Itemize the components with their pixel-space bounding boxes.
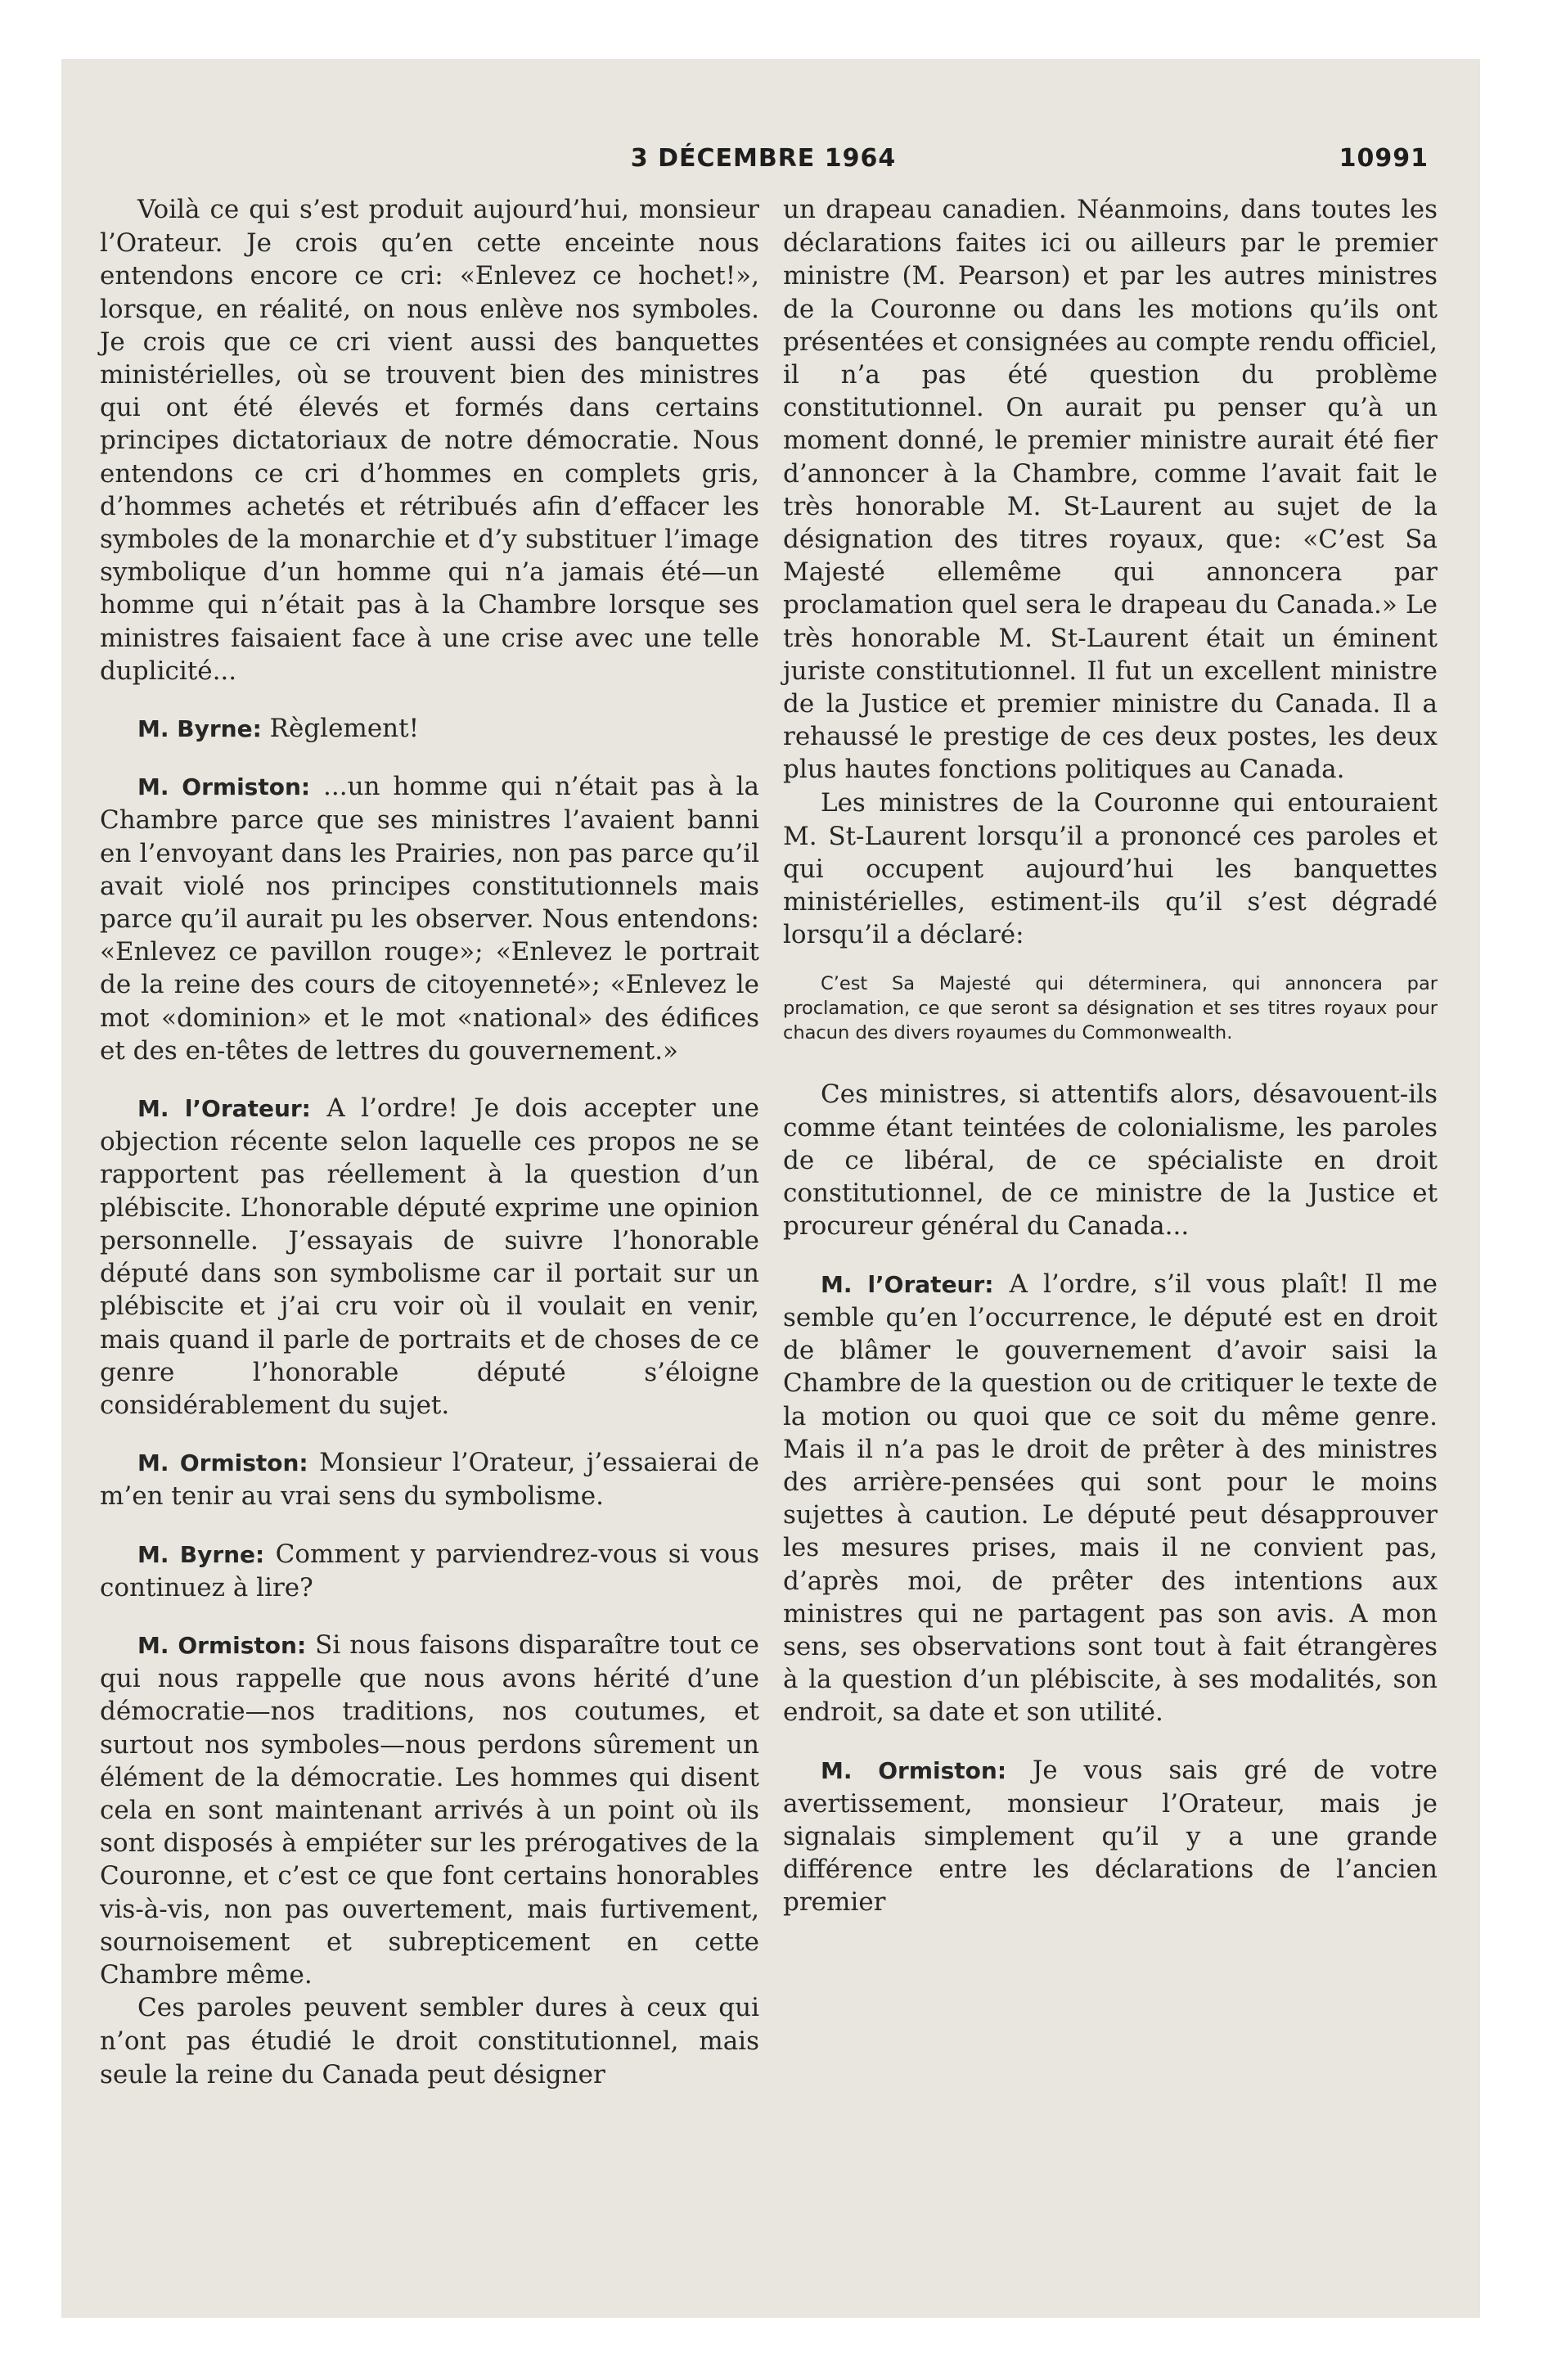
header-date: 3 DÉCEMBRE 1964 (630, 144, 897, 173)
paragraph-text: Les ministres de la Couronne qui entouraient M. St-Laurent lorsqu’il a prononcé ces paroles et qui occupent aujourd’hui les banquettes ministérielles, estiment-ils qu’il s’est dégradé lorsqu’il a déclaré: (783, 787, 1438, 950)
paragraph-text: Ces paroles peuvent sembler dures à ceux qui n’ont pas étudié le droit constitutionnel, mais seule la reine du Canada peut désigner (100, 1993, 759, 2089)
paragraph-text: A l’ordre! Je dois accepter une objection récente selon laquelle ces propos ne se rapportent pas réellement à la question d’un plébiscite. L’honorable député exprime une opinion personnelle. J’essayais de suivre l’honorable député dans son symbolisme car il portait sur un plébiscite et j’ai cru voir où il voulait en venir, mais quand il parle de portraits et de choses de ce genre l’honorable député s’éloigne considérablement du sujet. (100, 1093, 759, 1420)
page-header (98, 144, 1429, 177)
speaker-name: M. Byrne: (137, 715, 262, 743)
speaker-name: M. Ormiston: (137, 1449, 308, 1477)
paragraph (783, 1754, 1438, 1919)
paragraph (783, 1078, 1438, 1243)
paragraph (783, 1268, 1438, 1729)
paragraph (100, 1538, 759, 1604)
paragraph-text: Voilà ce qui s’est produit aujourd’hui, monsieur l’Orateur. Je crois qu’en cette enceinte nous entendons encore ce cri: «Enlevez ce hochet!», lorsque, en réalité, on nous enlève nos symboles. Je crois que ce cri vient aussi des banquettes ministérielles, où se trouvent bien des ministres qui ont été élevés et formés dans certains principes dictatoriaux de notre démocratie. Nous entendons ce cri d’hommes en complets gris, d’hommes achetés et rétribués afin d’effacer les symboles de la monarchie et d’y substituer l’image symbolique d’un homme qui n’a jamais été—un homme qui n’était pas à la Chambre lorsque ses ministres faisaient face à une crise avec une telle duplicité... (100, 195, 759, 686)
speaker-name: M. Byrne: (137, 1540, 265, 1568)
paragraph-text: Si nous faisons disparaître tout ce qui nous rappelle que nous avons hérité d’une démocratie—nos traditions, nos coutumes, et surtout nos symboles—nous perdons sûrement un élément de la démocratie. Les hommes qui disent cela en sont maintenant arrivés à un point où ils sont disposés à empiéter sur les prérogatives de la Couronne, et c’est ce que font certains honorables vis-à-vis, non pas ouvertement, mais furtivement, sournoisement et subrepticement en cette Chambre même. (100, 1629, 759, 1990)
paragraph (100, 1991, 759, 2091)
paragraph (100, 712, 759, 746)
speaker-name: M. l’Orateur: (137, 1095, 311, 1123)
page-number: 10991 (1339, 144, 1429, 173)
paragraph (100, 193, 759, 687)
paragraph-text: un drapeau canadien. Néanmoins, dans toutes les déclarations faites ici ou ailleurs par le premier ministre (M. Pearson) et par les autres ministres de la Couronne ou dans les motions qu’ils ont présentées et consignées au compte rendu officiel, il n’a pas été question du problème constitutionnel. On aurait pu penser qu’à un moment donné, le premier ministre aurait été fier d’annoncer à la Chambre, comme l’avait fait le très honorable M. St-Laurent au sujet de la désignation des titres royaux, que: «C’est Sa Majesté ellemême qui annoncera par proclamation quel sera le drapeau du Canada.» Le très honorable M. St-Laurent était un éminent juriste constitutionnel. Il fut un excellent ministre de la Justice et premier ministre du Canada. Il a rehaussé le prestige de ces deux postes, les deux plus hautes fonctions politiques au Canada. (783, 195, 1438, 785)
speaker-name: M. Ormiston: (821, 1756, 1007, 1784)
speaker-name: M. l’Orateur: (821, 1270, 994, 1298)
block-quote: C’est Sa Majesté qui déterminera, qui annoncera par proclamation, ce que seront sa désignation et ses titres royaux pour chacun des divers royaumes du Commonwealth. (783, 972, 1438, 1044)
paragraph (100, 770, 759, 1067)
paragraph-text: Comment y parviendrez-vous si vous continuez à lire? (100, 1539, 759, 1602)
paragraph-text: Je vous sais gré de votre avertissement, monsieur l’Orateur, mais je signalais simplement qu’il y a une grande différence entre les déclarations de l’ancien premier (783, 1755, 1438, 1918)
speaker-name: M. Ormiston: (137, 773, 311, 801)
paragraph-text: Ces ministres, si attentifs alors, désavouent-ils comme étant teintées de colonialisme, les paroles de ce libéral, de ce spécialiste en droit constitutionnel, de ce ministre de la Justice et procureur général du Canada... (783, 1079, 1438, 1242)
paragraph-text: Monsieur l’Orateur, j’essaierai de m’en tenir au vrai sens du symbolisme. (100, 1448, 759, 1512)
paragraph-text: ...un homme qui n’était pas à la Chambre parce que ses ministres l’avaient banni en l’envoyant dans les Prairies, non pas parce qu’il avait violé nos principes constitutionnels mais parce qu’il aurait pu les observer. Nous entendons: «Enlevez ce pavillon rouge»; «Enlevez le portrait de la reine des cours de citoyenneté»; «Enlevez le mot «dominion» et le mot «national» des édifices et des en-têtes de lettres du gouvernement.» (100, 772, 759, 1066)
paragraph-text: A l’ordre, s’il vous plaît! Il me semble qu’en l’occurrence, le député est en droit de blâmer le gouvernement d’avoir saisi la Chambre de la question ou de critiquer le texte de la motion ou quoi que ce soit du même genre. Mais il n’a pas le droit de prêter à des ministres des arrière-pensées qui sont pour le moins sujettes à caution. Le député peut désapprouver les mesures prises, mais il ne convient pas, d’après moi, de prêter des intentions aux ministres qui ne partagent pas son avis. A mon sens, ses observations sont tout à fait étrangères à la question d’un plébiscite, à ses modalités, son endroit, sa date et son utilité. (783, 1269, 1438, 1728)
paragraph (100, 1446, 759, 1512)
paragraph-text: Règlement! (269, 714, 420, 744)
paragraph (100, 1092, 759, 1422)
speaker-name: M. Ormiston: (137, 1631, 307, 1659)
right-column (783, 193, 1438, 1944)
paragraph (783, 787, 1438, 952)
paragraph (783, 193, 1438, 787)
paragraph (100, 1629, 759, 1991)
left-column (100, 193, 759, 2116)
